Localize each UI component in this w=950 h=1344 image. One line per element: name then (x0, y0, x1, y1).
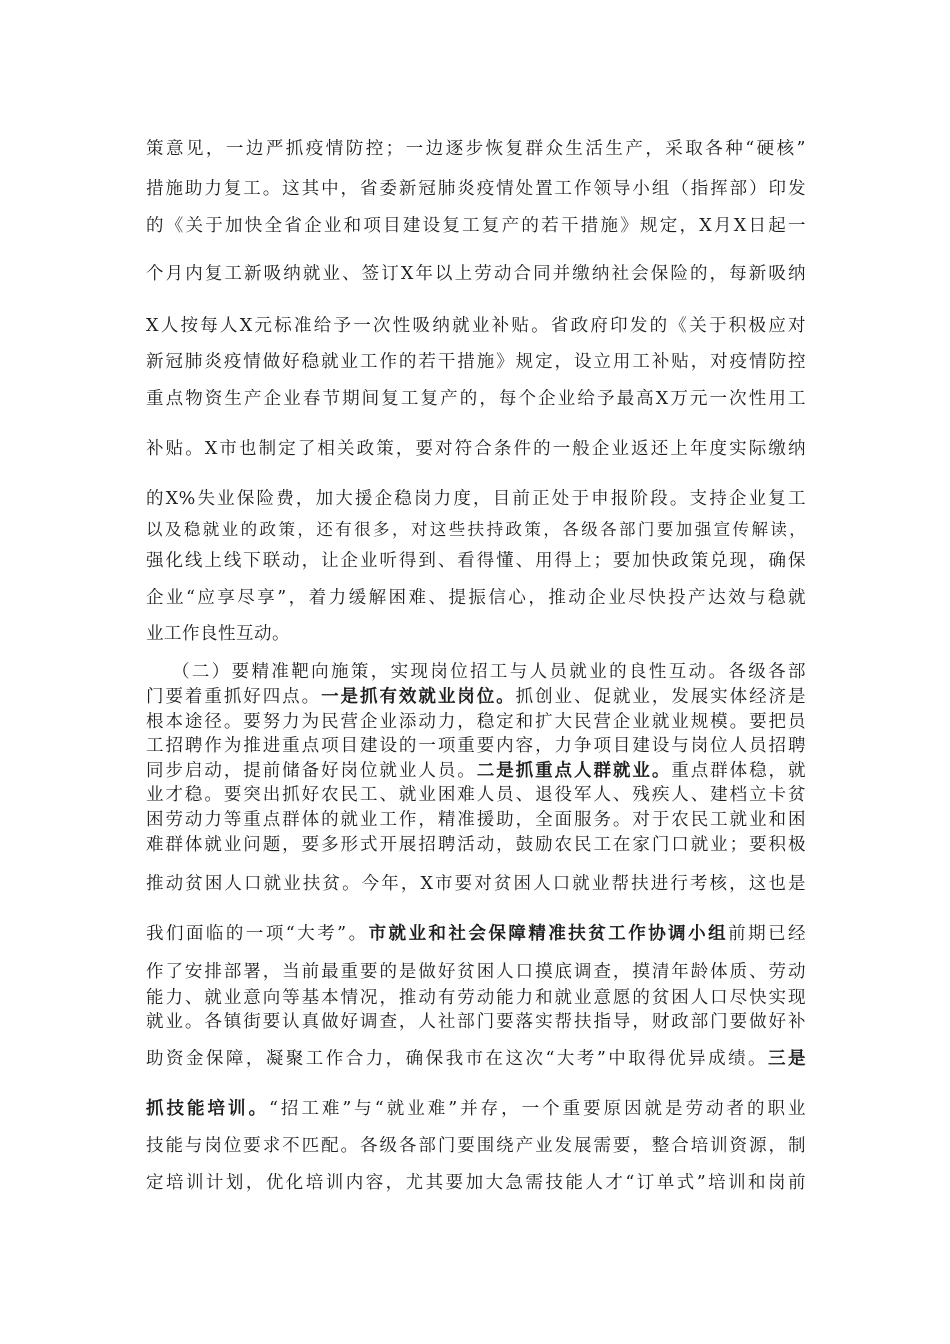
emphasis-segment: 抓技能培训。 (146, 1099, 269, 1119)
text-segment: 措施助力复工。这其中，省委新冠肺炎疫情处置工作领导小组（指挥部）印发 (146, 179, 806, 199)
text-line (146, 833, 806, 857)
text-line (146, 960, 806, 984)
text-line (146, 685, 806, 709)
text-segment: 同步启动，提前储备好岗位就业人员。 (146, 761, 477, 781)
text-segment: 就业。各镇街要认真做好调查，人社部门要落实帮扶指导，财政部门要做好补 (146, 1012, 806, 1032)
text-line (146, 1047, 806, 1071)
text-segment: （二）要精准靶向施策，实现岗位招工与人员就业的良性互动。 (172, 662, 729, 682)
text-line (146, 808, 806, 832)
text-line (146, 783, 806, 807)
emphasis-segment: 市就业和社会保障精准扶贫工作协调小组 (368, 924, 729, 944)
text-segment: “招工难”与“就业难”并存，一个重要原因就是劳动者的职业 (268, 1099, 806, 1119)
text-segment: 以及稳就业的政策，还有很多，对这些扶持政策，各级各部门要加强宣传解读， (146, 520, 806, 539)
text-segment: 我们面临的一项“大考”。 (146, 924, 369, 944)
text-segment: 推动贫困人口就业扶贫。今年，X市要对贫困人口就业帮扶进行考核，这也是 (146, 874, 806, 894)
text-segment: 作了安排部署，当前最重要的是做好贫困人口摸底调查，摸清年龄体质、劳动 (146, 962, 806, 982)
text-segment: 前期已经 (728, 924, 807, 944)
text-line (146, 214, 806, 238)
text-line (146, 518, 806, 542)
text-line (146, 759, 806, 783)
text-segment: 难群体就业问题，要多形式开展招聘活动，鼓励农民工在家门口就业；要积极 (146, 835, 806, 855)
text-segment: 抓创业、促就业，发展实体经济是 (515, 687, 807, 707)
text-segment: X人按每人X元标准给予一次性吸纳就业补贴。省政府印发的《关于积极应对 (146, 316, 806, 336)
text-line (146, 1097, 806, 1121)
text-line (146, 437, 806, 461)
text-segment: 根本途径。要努力为民营企业添动力，稳定和扩大民营企业就业规模。要把员 (146, 712, 806, 732)
emphasis-segment: 三是 (768, 1049, 806, 1069)
emphasis-segment: 二是抓重点人群就业。 (476, 761, 672, 781)
text-line (146, 922, 806, 946)
text-segment: 补贴。X市也制定了相关政策，要对符合条件的一般企业返还上年度实际缴纳 (146, 439, 806, 459)
text-line (146, 262, 806, 286)
text-segment: 企业“应享尽享”，着力缓解困难、提振信心，推动企业尽快投产达效与稳就 (146, 588, 806, 608)
emphasis-segment: 一是抓有效就业岗位。 (321, 687, 516, 707)
text-segment: 个月内复工新吸纳就业、签订X年以上劳动合同并缴纳社会保险的，每新吸纳 (146, 264, 806, 284)
text-segment: 能力、就业意向等基本情况，推动有劳动能力和就业意愿的贫困人口尽快实现 (146, 988, 806, 1008)
text-segment: 困劳动力等重点群体的就业工作，精准援助，全面服务。对于农民工就业和困 (146, 810, 806, 830)
text-segment: 强化线上线下联动，让企业听得到、看得懂、用得上；要加快政策兑现，确保 (146, 551, 806, 571)
text-line (146, 586, 806, 610)
text-segment: 业才稳。要突出抓好农民工、就业困难人员、退役军人、残疾人、建档立卡贫 (146, 785, 806, 805)
text-line (146, 872, 806, 896)
text-line (146, 137, 806, 161)
text-segment: 门要着重抓好四点。 (146, 687, 322, 707)
text-line (146, 734, 806, 758)
text-line (146, 986, 806, 1010)
text-segment: 策意见，一边严抓疫情防控；一边逐步恢复群众生活生产，采取各种“硬核” (146, 139, 806, 159)
text-segment: 技能与岗位要求不匹配。各级各部门要围绕产业发展需要，整合培训资源，制 (146, 1136, 806, 1156)
text-line (146, 177, 806, 201)
text-segment: 重点群体稳，就 (671, 761, 807, 781)
text-line (146, 1134, 806, 1158)
text-line (146, 1010, 806, 1034)
text-segment: 新冠肺炎疫情做好稳就业工作的若干措施》规定，设立用工补贴，对疫情防控 (146, 352, 806, 372)
text-line (146, 387, 806, 411)
text-segment: 助资金保障，凝聚工作合力，确保我市在这次“大考”中取得优异成绩。 (146, 1049, 769, 1069)
text-line (146, 1171, 806, 1195)
text-line (146, 710, 806, 734)
text-line (146, 487, 806, 511)
text-segment: 业工作良性互动。 (146, 624, 290, 644)
text-line (146, 350, 806, 374)
text-line (172, 660, 806, 684)
text-line (146, 549, 806, 573)
text-segment: 定培训计划，优化培训内容，尤其要加大急需技能人才“订单式”培训和岗前 (146, 1173, 806, 1193)
text-line (146, 622, 806, 646)
text-segment: 工招聘作为推进重点项目建设的一项重要内容，力争项目建设与岗位人员招聘 (146, 736, 806, 756)
text-segment: 的X%失业保险费，加大援企稳岗力度，目前正处于申报阶段。支持企业复工 (146, 489, 806, 509)
text-segment: 的《关于加快全省企业和项目建设复工复产的若干措施》规定，X月X日起一 (146, 216, 806, 236)
text-segment: 各级各部 (728, 662, 807, 682)
text-segment: 重点物资生产企业春节期间复工复产的，每个企业给予最高X万元一次性用工 (146, 389, 806, 409)
text-line (146, 314, 806, 338)
